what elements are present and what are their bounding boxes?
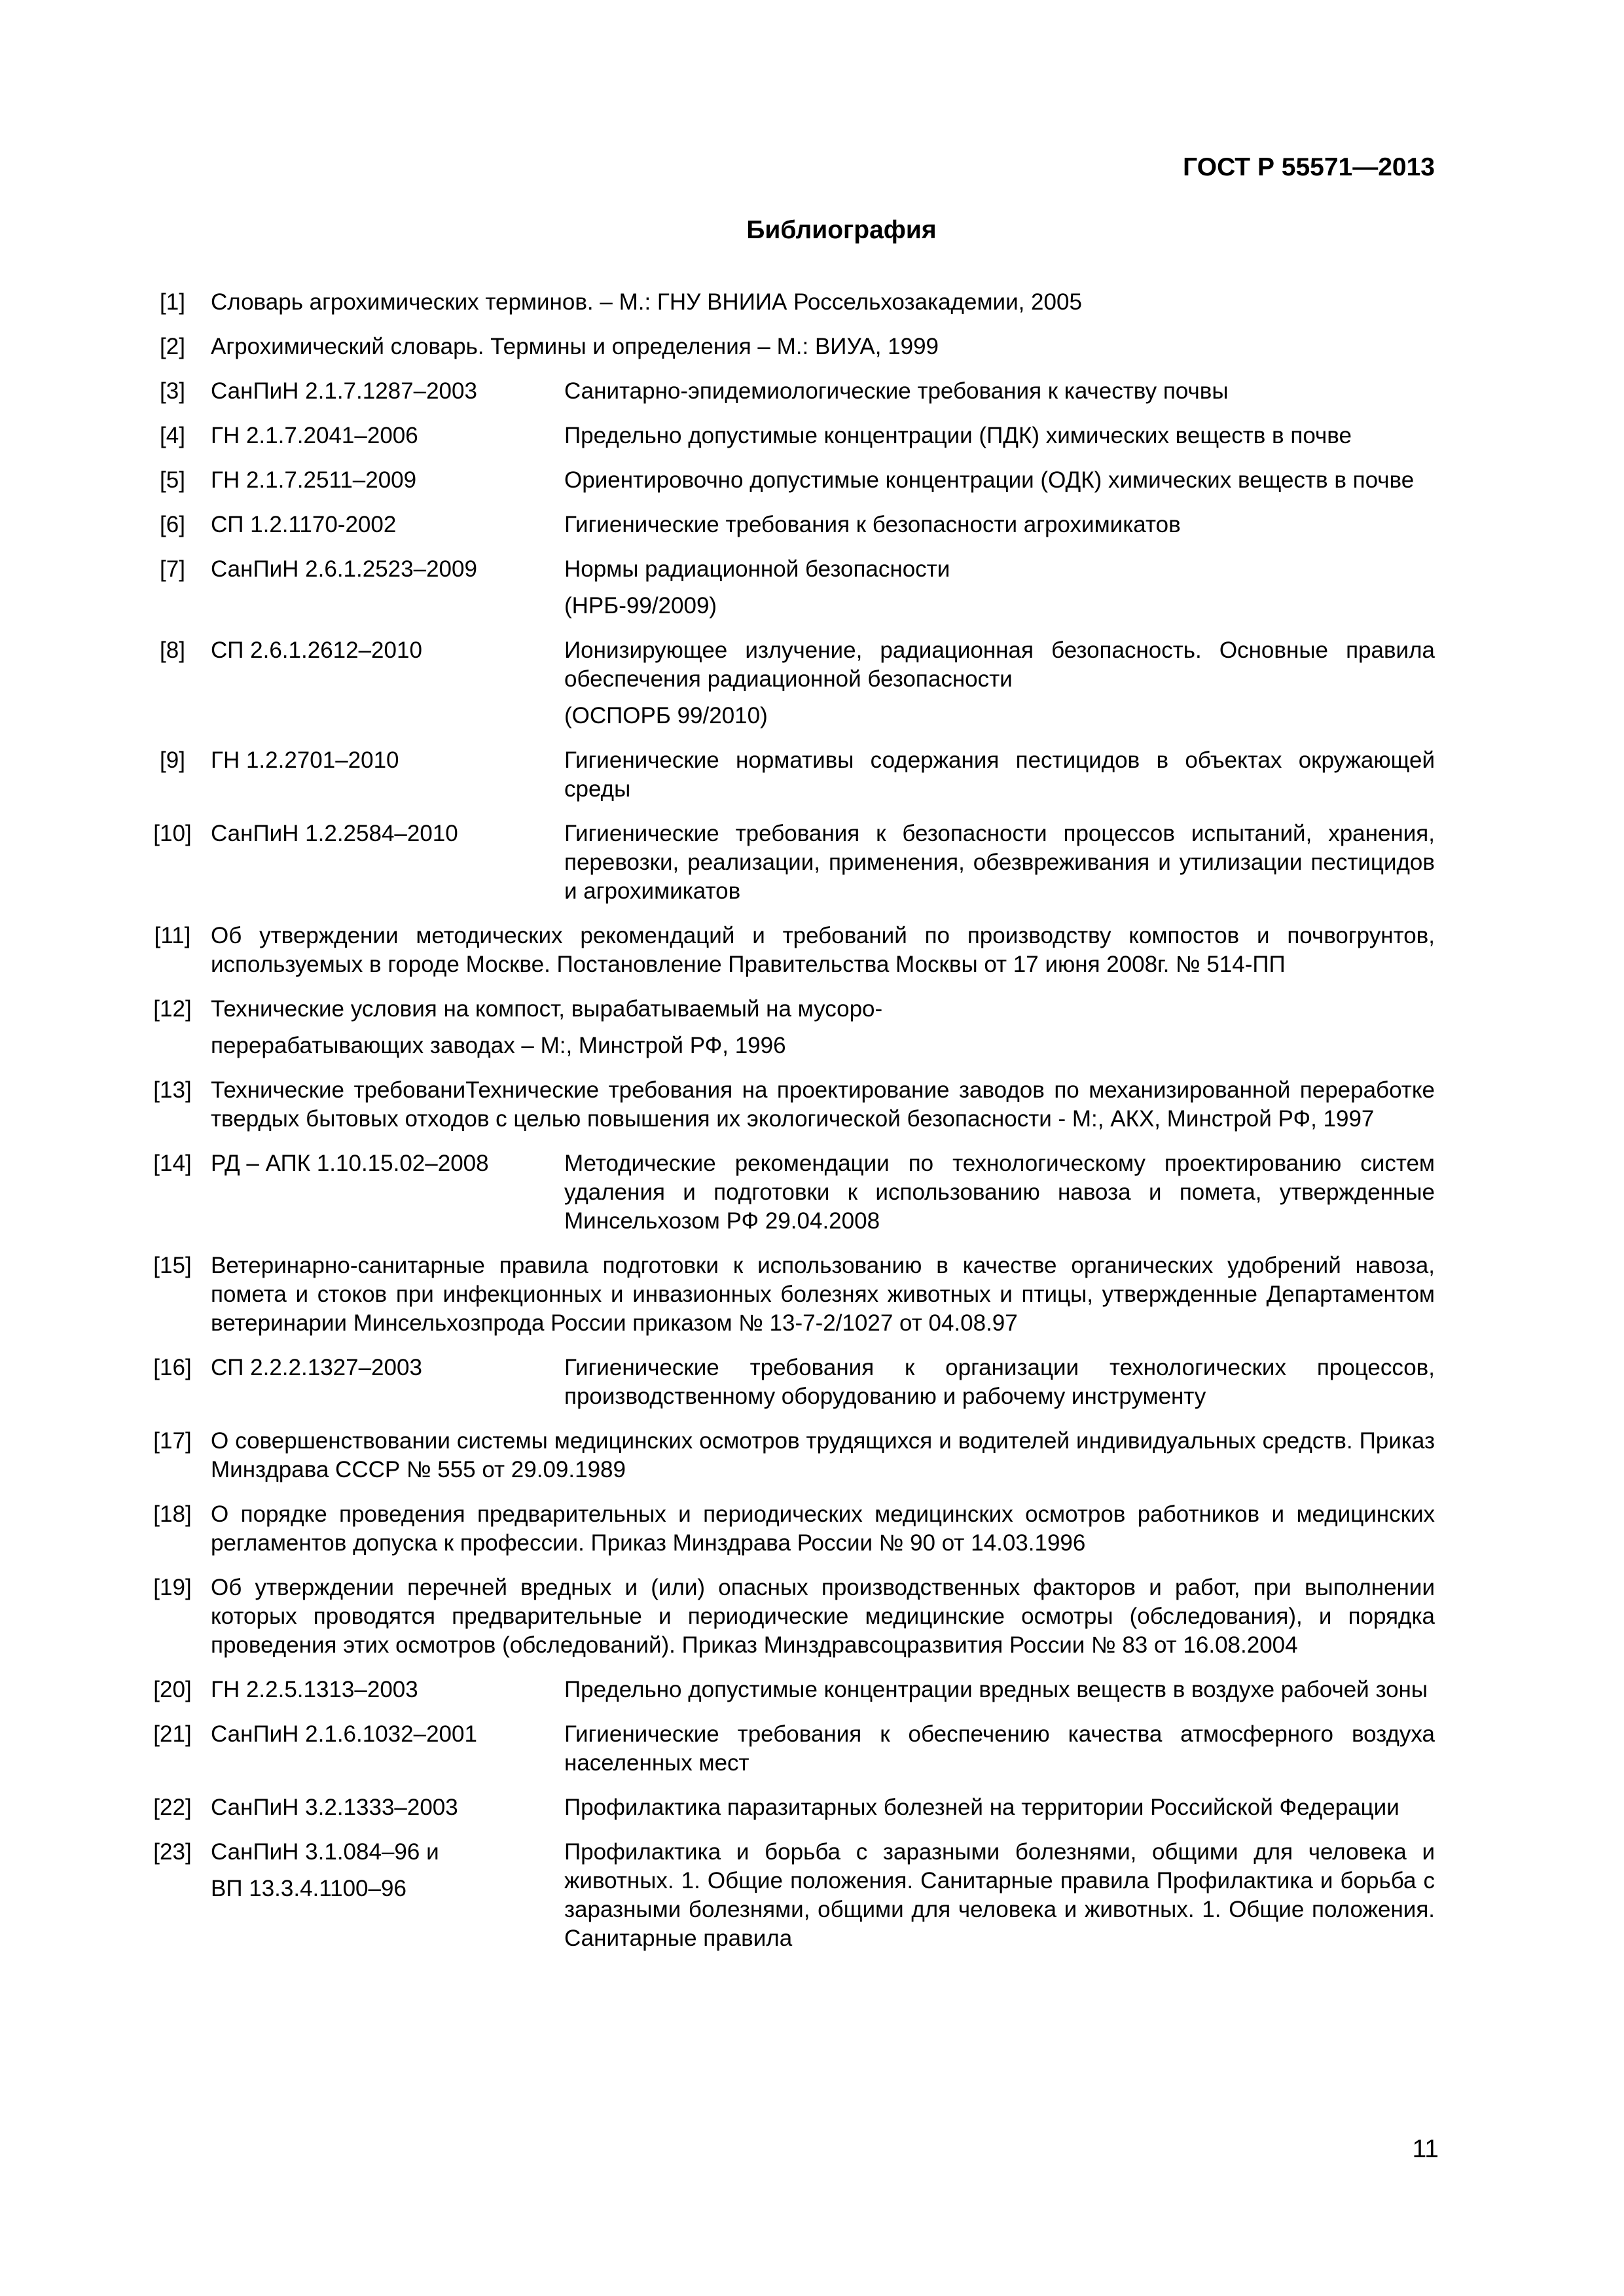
bibliography-entry [134,1573,1435,1660]
bibliography-entry [134,1838,1435,1953]
entry-text: Предельно допустимые концентрации вредных веществ в воздухе рабочей зоны [564,1677,1428,1702]
entry-number: [13] [153,1077,192,1103]
entry-number: [19] [153,1575,192,1600]
entry-text: Санитарно-эпидемиологические требования к качеству почвы [564,378,1229,404]
entry-text: Гигиенические требования к организации технологических процессов, производственному оборудованию и рабочему инструменту [564,1355,1435,1409]
entry-code: ГН 2.1.7.2511–2009 [211,467,417,493]
entry-text: Словарь агрохимических терминов. – М.: ГНУ ВНИИА Россельхозакадемии, 2005 [211,289,1082,315]
entry-code-secondary: ВП 13.3.4.1100–96 [211,1876,406,1901]
entry-code: СанПиН 1.2.2584–2010 [211,821,458,846]
entry-number: [1] [160,289,185,315]
bibliography-entry [134,1676,1435,1704]
entry-number: [18] [153,1501,192,1527]
entry-text: Гигиенические требования к обеспечению качества атмосферного воздуха населенных мест [564,1721,1435,1776]
document-standard-number: ГОСТ Р 55571—2013 [1183,153,1435,181]
entry-text: Ионизирующее излучение, радиационная безопасность. Основные правила обеспечения радиационной безопасности [564,637,1435,692]
bibliography-entry [134,422,1435,450]
entry-text: Нормы радиационной безопасности [564,556,950,582]
entry-code: СанПиН 2.6.1.2523–2009 [211,556,477,582]
entry-text: Методические рекомендации по технологическому проектированию систем удаления и подготовки к использованию навоза и помета, утвержденные Минсельхозом РФ 29.04.2008 [564,1151,1435,1234]
page-title: Библиография [746,216,937,244]
entry-number: [11] [154,923,191,948]
entry-text-block [211,995,1435,1060]
bibliography-entry [134,1076,1435,1134]
bibliography-entry [134,332,1435,361]
bibliography-entry [134,555,1435,620]
entry-number: [16] [153,1355,192,1380]
entry-number: [10] [153,821,192,846]
bibliography-entry [134,995,1435,1060]
entry-code: СП 2.2.2.1327–2003 [211,1355,422,1380]
bibliography-entry [134,1149,1435,1236]
bibliography-entry [134,636,1435,730]
entry-text: Гигиенические нормативы содержания пестицидов в объектах окружающей среды [564,747,1435,802]
entry-code: СанПиН 2.1.6.1032–2001 [211,1721,477,1747]
entry-number: [23] [153,1839,192,1865]
entry-number: [7] [160,556,185,582]
bibliography-entry [134,511,1435,539]
entry-text-block [564,555,1435,620]
bibliography-entry [134,466,1435,495]
entry-text-continuation: перерабатывающих заводах – М:, Минстрой РФ, 1996 [211,1033,786,1058]
entry-text-block [564,636,1435,730]
bibliography-entry [134,377,1435,406]
entry-text: Об утверждении методических рекомендаций и требований по производству компостов и почвогрунтов, используемых в городе Москве. Постановление Правительства Москвы от 17 июня 2008г. № 514-ПП [211,923,1435,977]
bibliography-entry [134,1427,1435,1484]
entry-number: [3] [160,378,185,404]
entry-text: Ориентировочно допустимые концентрации (ОДК) химических веществ в почве [564,467,1415,493]
entry-text: Гигиенические требования к безопасности процессов испытаний, хранения, перевозки, реализации, применения, обезвреживания и утилизации пестицидов и агрохимикатов [564,821,1435,904]
entry-number: [8] [160,637,185,663]
entry-number: [15] [153,1253,192,1278]
entry-code: ГН 2.2.5.1313–2003 [211,1677,418,1702]
entry-number: [22] [153,1795,192,1820]
entry-code: СП 1.2.1170-2002 [211,512,397,537]
entry-number: [17] [153,1428,192,1454]
entry-text: Ветеринарно-санитарные правила подготовки к использованию в качестве органических удобрений навоза, помета и стоков при инфекционных и инвазионных болезнях животных и птицы, утвержденные Департаментом ветеринарии Минсельхозпрода России приказом № 13-7-2/1027 от 04.08.97 [211,1253,1435,1336]
bibliography-entry [134,922,1435,979]
entry-code-block [211,1838,564,1953]
entry-text-abbreviation: (ОСПОРБ 99/2010) [564,703,768,728]
bibliography-entry [134,1720,1435,1778]
entry-code: ГН 1.2.2701–2010 [211,747,399,773]
entry-number: [2] [160,334,185,359]
entry-text: Предельно допустимые концентрации (ПДК) химических веществ в почве [564,423,1352,448]
entry-number: [9] [160,747,185,773]
entry-number: [21] [153,1721,192,1747]
entry-text: Профилактика паразитарных болезней на территории Российской Федерации [564,1795,1399,1820]
page-number: 11 [1412,2135,1439,2163]
entry-text: Об утверждении перечней вредных и (или) опасных производственных факторов и работ, при выполнении которых проводятся предварительные и периодические медицинские осмотры (обследования), и порядка проведения этих осмотров (обследований). Приказ Минздравсоцразвития России № 83 от 16.08.2004 [211,1575,1435,1658]
bibliography-entry [134,746,1435,804]
bibliography-entry [134,288,1435,317]
entry-code: СанПиН 3.1.084–96 и [211,1839,439,1865]
entry-number: [12] [153,996,192,1022]
bibliography-entry [134,1500,1435,1558]
entry-number: [5] [160,467,185,493]
entry-code: СанПиН 2.1.7.1287–2003 [211,378,477,404]
entry-text: Технические требованиТехнические требования на проектирование заводов по механизированной переработке твердых бытовых отходов с целью повышения их экологической безопасности - М:, АКХ, Минстрой РФ, 1997 [211,1077,1435,1132]
entry-text: Гигиенические требования к безопасности агрохимикатов [564,512,1181,537]
bibliography-entry [134,1354,1435,1411]
bibliography-list [134,288,1435,1969]
entry-text: Профилактика и борьба с заразными болезнями, общими для человека и животных. 1. Общие положения. Санитарные правила Профилактика и борьба с заразными болезнями, общими для человека и животных. 1. Общие положения. Санитарные правила [564,1839,1435,1951]
entry-number: [14] [153,1151,192,1176]
entry-code: СанПиН 3.2.1333–2003 [211,1795,458,1820]
bibliography-entry [134,1251,1435,1338]
entry-code: РД – АПК 1.10.15.02–2008 [211,1151,489,1176]
entry-number: [4] [160,423,185,448]
entry-text: О порядке проведения предварительных и периодических медицинских осмотров работников и медицинских регламентов допуска к профессии. Приказ Минздрава России № 90 от 14.03.1996 [211,1501,1435,1556]
entry-number: [6] [160,512,185,537]
entry-text: О совершенствовании системы медицинских осмотров трудящихся и водителей индивидуальных средств. Приказ Минздрава СССР № 555 от 29.09.1989 [211,1428,1435,1482]
bibliography-entry [134,819,1435,906]
entry-number: [20] [153,1677,192,1702]
entry-text-abbreviation: (НРБ-99/2009) [564,593,717,619]
entry-text: Агрохимический словарь. Термины и определения – М.: ВИУА, 1999 [211,334,939,359]
entry-code: ГН 2.1.7.2041–2006 [211,423,418,448]
entry-code: СП 2.6.1.2612–2010 [211,637,422,663]
entry-text: Технические условия на компост, вырабатываемый на мусоро- [211,996,883,1022]
bibliography-entry [134,1793,1435,1822]
